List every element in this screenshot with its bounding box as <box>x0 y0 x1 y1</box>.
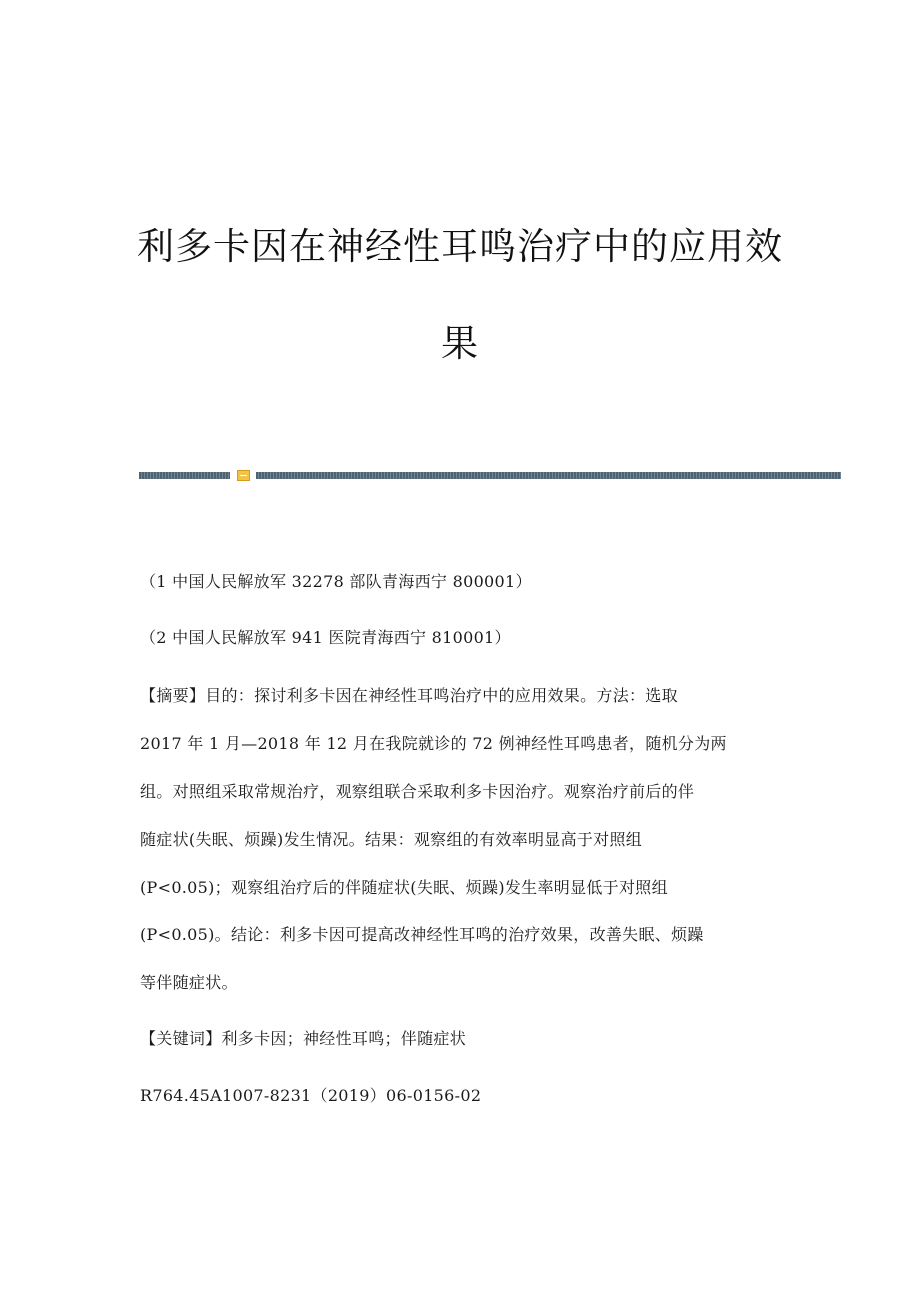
abstract-line-2: 2017 年 1 月—2018 年 12 月在我院就诊的 72 例神经性耳鸣患者，随机分为两 <box>140 734 727 753</box>
abstract-line-4: 随症状(失眠、烦躁)发生情况。结果：观察组的有效率明显高于对照组 <box>140 830 643 849</box>
paper-title-line-1: 利多卡因在神经性耳鸣治疗中的应用效 <box>137 225 783 268</box>
abstract-line-1: 【摘要】目的：探讨利多卡因在神经性耳鸣治疗中的应用效果。方法：选取 <box>140 686 678 705</box>
abstract-line-7: 等伴随症状。 <box>140 973 238 992</box>
divider-ornament-icon <box>237 470 250 481</box>
abstract-line-6: (P<0.05)。结论：利多卡因可提高改神经性耳鸣的治疗效果，改善失眠、烦躁 <box>140 925 704 944</box>
decorative-divider <box>139 470 841 481</box>
classification-number: R764.45A1007-8231（2019）06-0156-02 <box>140 1086 482 1105</box>
keywords: 【关键词】利多卡因；神经性耳鸣；伴随症状 <box>140 1029 467 1048</box>
abstract-line-3: 组。对照组采取常规治疗，观察组联合采取利多卡因治疗。观察治疗前后的伴 <box>140 782 695 801</box>
affiliation-1: （1 中国人民解放军 32278 部队青海西宁 800001） <box>140 572 532 591</box>
divider-bar-right <box>256 472 841 479</box>
abstract-line-5: (P<0.05)；观察组治疗后的伴随症状(失眠、烦躁)发生率明显低于对照组 <box>140 878 668 897</box>
paper-title-line-2: 果 <box>441 322 479 365</box>
divider-bar-left <box>139 472 230 479</box>
affiliation-2: （2 中国人民解放军 941 医院青海西宁 810001） <box>140 628 511 647</box>
